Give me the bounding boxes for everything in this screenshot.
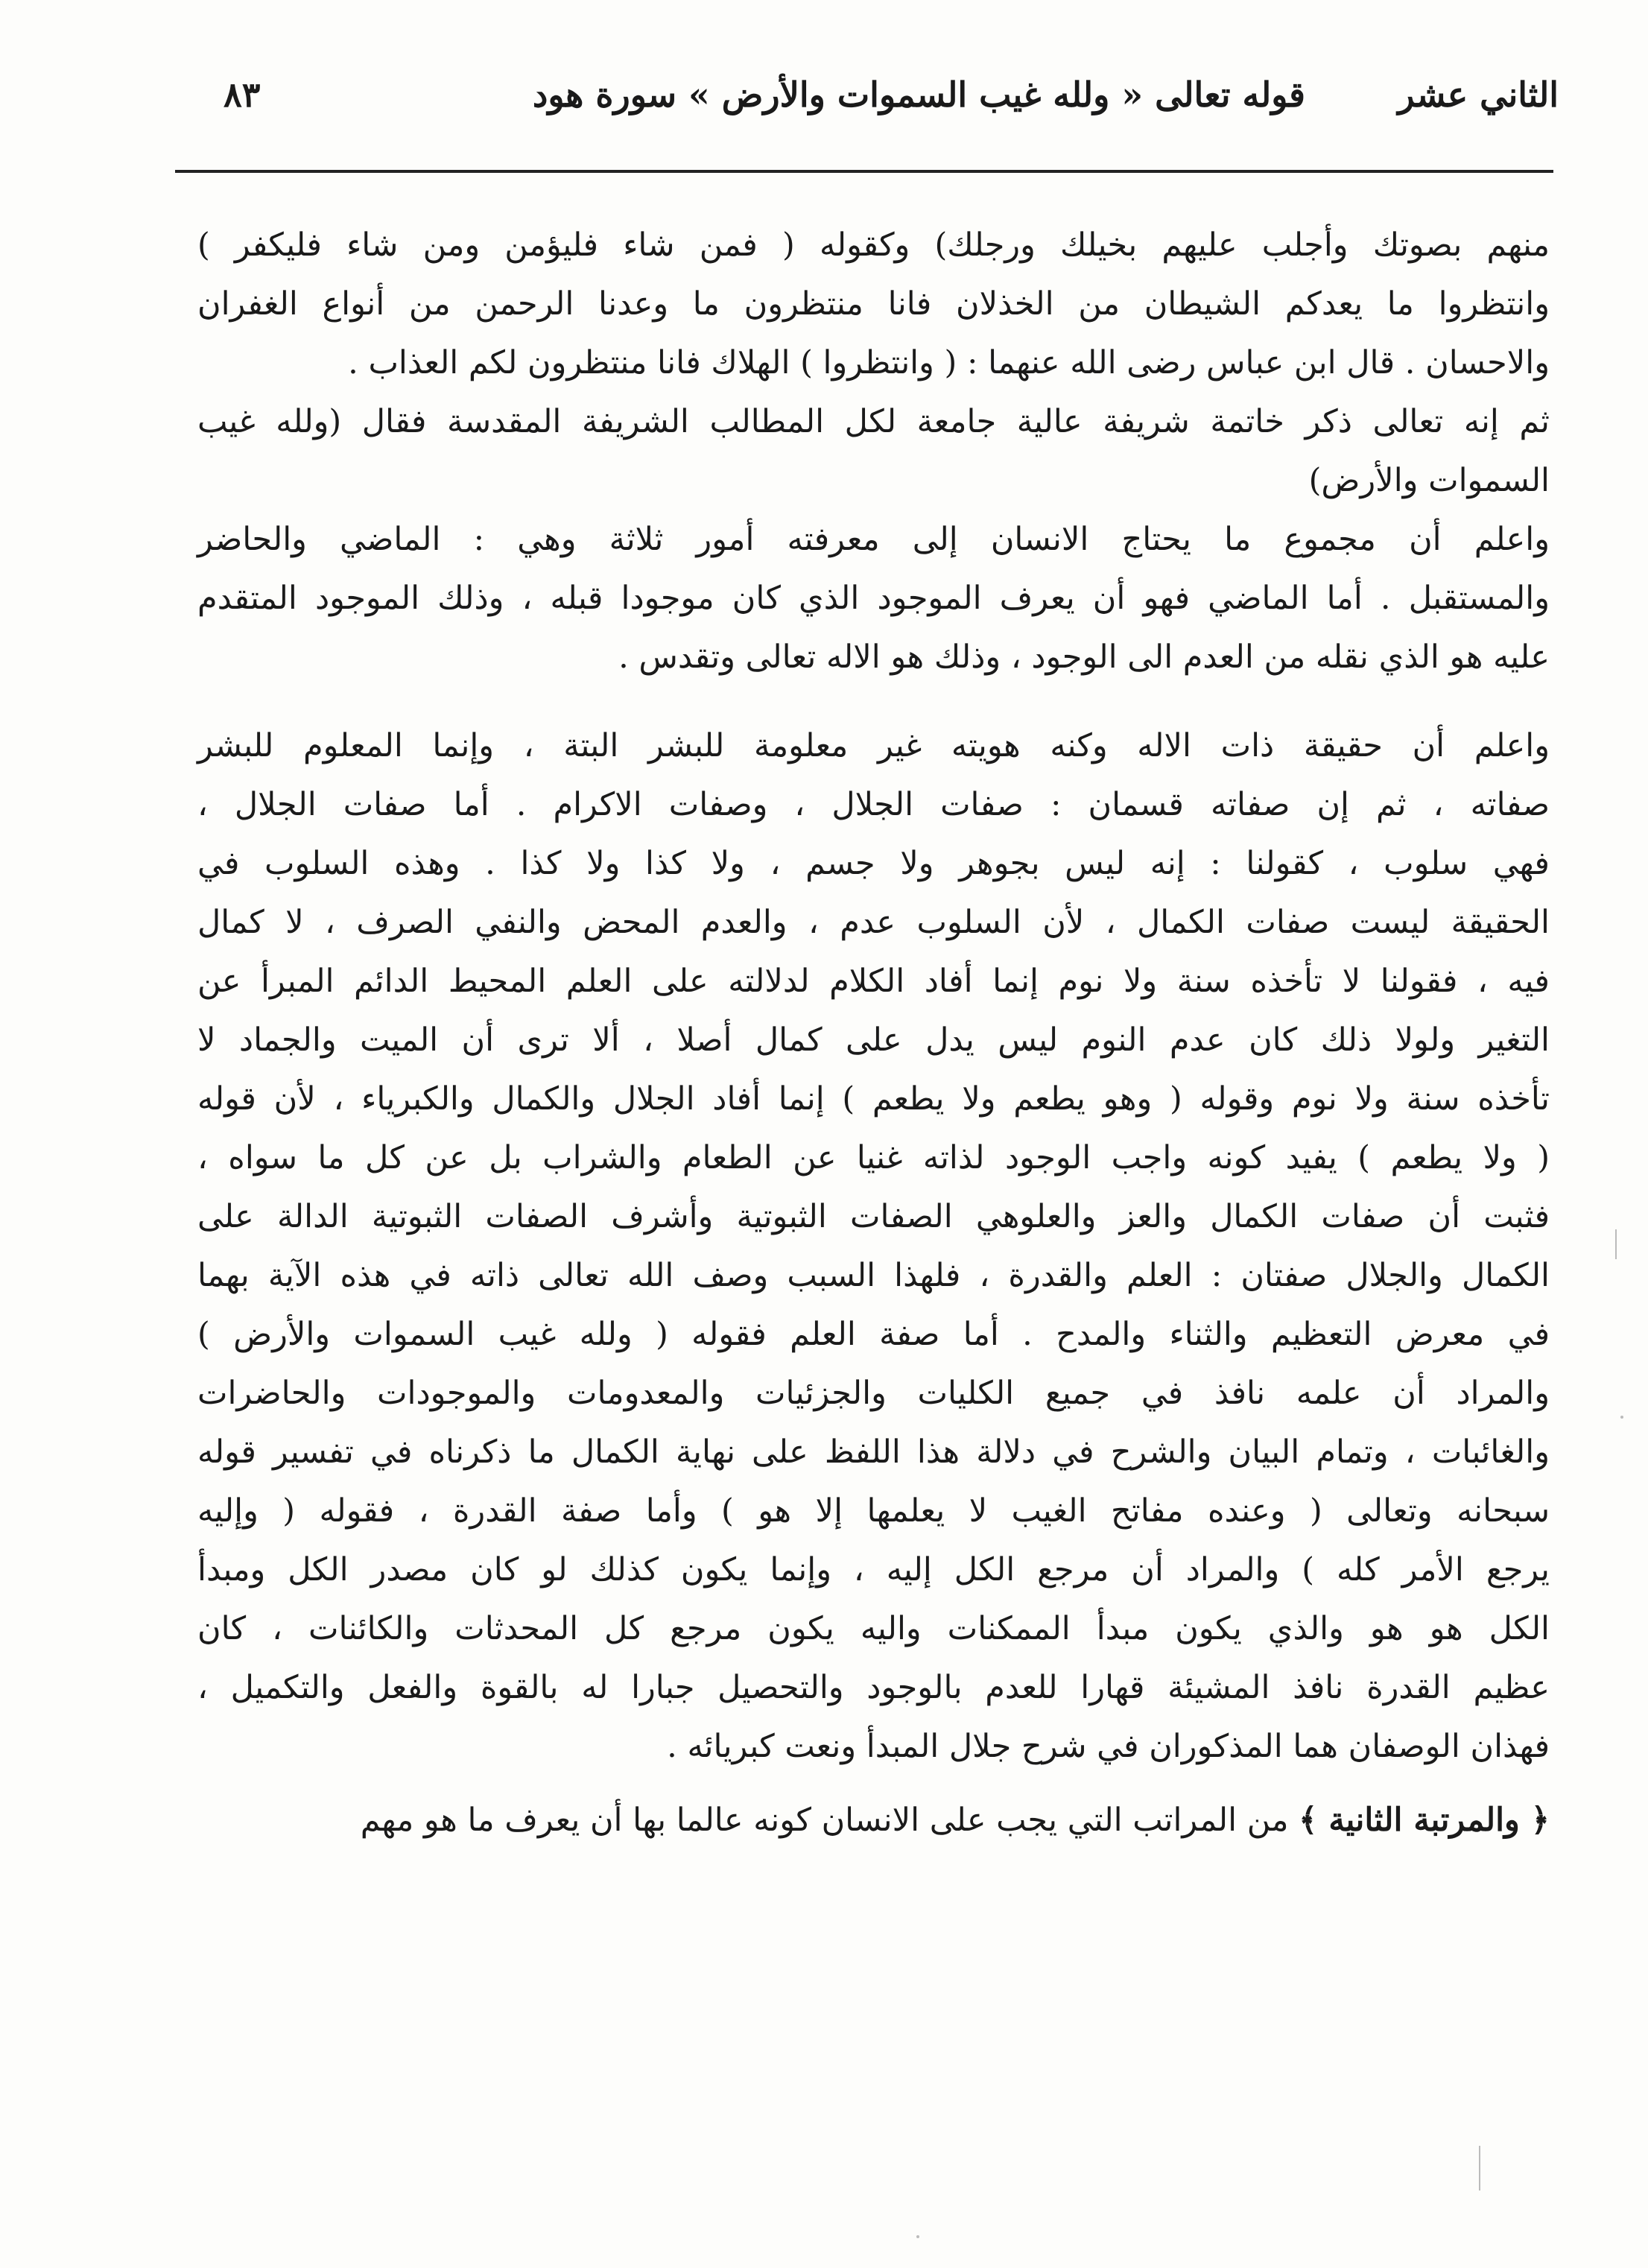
text-line: عظيم القدرة نافذ المشيئة قهارا للعدم بالوجود والتحصيل جبارا له بالقوة والفعل والتكميل ، xyxy=(197,1669,1550,1706)
text-line: الكل هو هو والذي يكون مبدأ الممكنات واليه يكون مرجع كل المحدثات والكائنات ، كان xyxy=(197,1610,1550,1647)
paragraph-4 xyxy=(197,717,1550,1776)
text-line xyxy=(197,1791,1550,1850)
text-line: فثبت أن صفات الكمال والعز والعلوهي الصفات الثبوتية وأشرف الصفات الثبوتية الدالة على xyxy=(197,1198,1550,1235)
paragraph-3 xyxy=(197,510,1550,687)
text-line: فهذان الوصفان هما المذكوران في شرح جلال المبدأ ونعت كبريائه . xyxy=(667,1728,1550,1765)
text-line: سبحانه وتعالى ( وعنده مفاتح الغيب لا يعلمها إلا هو ) وأما صفة القدرة ، فقوله ( وإليه xyxy=(197,1492,1550,1530)
paragraph-2 xyxy=(197,393,1550,510)
paragraph-1 xyxy=(197,216,1550,393)
running-title: قوله تعالى « ولله غيب السموات والأرض » سورة هود xyxy=(532,75,1305,115)
text-line: واعلم أن مجموع ما يحتاج الانسان إلى معرفته أمور ثلاثة وهي : الماضي والحاضر xyxy=(197,521,1550,558)
text-line: ثم إنه تعالى ذكر خاتمة شريفة عالية جامعة لكل المطالب الشريفة المقدسة فقال (ولله غيب xyxy=(197,403,1550,440)
text-line: في معرض التعظيم والثناء والمدح . أما صفة العلم فقوله ( ولله غيب السموات والأرض ) xyxy=(197,1316,1550,1353)
section-heading: ﴿ والمرتبة الثانية ﴾ xyxy=(1299,1802,1550,1839)
part-label: الثاني عشر xyxy=(1398,75,1559,115)
scan-dot xyxy=(1620,1416,1623,1419)
section-text: من المراتب التي يجب على الانسان كونه عالما بها أن يعرف ما هو مهم xyxy=(360,1802,1299,1839)
text-line: تأخذه سنة ولا نوم وقوله ( وهو يطعم ولا يطعم ) إنما أفاد الجلال والكمال والكبرياء ، لأن قوله xyxy=(197,1080,1550,1118)
body-text xyxy=(197,216,1550,1850)
scan-dot xyxy=(916,2235,919,2238)
text-line: والمستقبل . أما الماضي فهو أن يعرف الموجود الذي كان موجودا قبله ، وذلك الموجود المتقدم xyxy=(197,580,1550,617)
text-line: الحقيقة ليست صفات الكمال ، لأن السلوب عدم ، والعدم المحض والنفي الصرف ، لا كمال xyxy=(197,904,1550,941)
page-number: ٨٣ xyxy=(224,75,261,115)
text-line: يرجع الأمر كله ) والمراد أن مرجع الكل إليه ، وإنما يكون كذلك لو كان مصدر الكل ومبدأ xyxy=(197,1551,1550,1588)
text-line: فيه ، فقولنا لا تأخذه سنة ولا نوم إنما أفاد الكلام لدلالته على العلم المحيط الدائم المبرأ عن xyxy=(197,963,1550,1000)
scan-mark xyxy=(1615,1229,1617,1259)
text-line: التغير ولولا ذلك كان عدم النوم ليس يدل على كمال أصلا ، ألا ترى أن الميت والجماد لا xyxy=(197,1021,1550,1059)
text-line: عليه هو الذي نقله من العدم الى الوجود ، وذلك هو الاله تعالى وتقدس . xyxy=(618,639,1550,676)
text-line: واعلم أن حقيقة ذات الاله وكنه هويته غير معلومة للبشر البتة ، وإنما المعلوم للبشر xyxy=(197,727,1550,764)
text-line: ( ولا يطعم ) يفيد كونه واجب الوجود لذاته غنيا عن الطعام والشراب بل عن كل ما سواه ، xyxy=(197,1139,1550,1176)
text-line: والغائبات ، وتمام البيان والشرح في دلالة هذا اللفظ على نهاية الكمال ما ذكرناه في تفسير قوله xyxy=(197,1434,1550,1471)
text-line: صفاته ، ثم إن صفاته قسمان : صفات الجلال ، وصفات الاكرام . أما صفات الجلال ، xyxy=(197,786,1550,823)
text-line: الكمال والجلال صفتان : العلم والقدرة ، فلهذا السبب وصف الله تعالى ذاته في هذه الآية بهما xyxy=(197,1257,1550,1294)
text-line: السموات والأرض) xyxy=(1308,462,1550,499)
text-line: فهي سلوب ، كقولنا : إنه ليس بجوهر ولا جسم ، ولا كذا ولا كذا . وهذه السلوب في xyxy=(197,845,1550,882)
running-head xyxy=(224,75,1559,134)
text-line: والاحسان . قال ابن عباس رضى الله عنهما : ( وانتظروا ) الهلاك فانا منتظرون لكم العذاب . xyxy=(348,344,1550,381)
paragraph-5 xyxy=(197,1791,1550,1850)
scan-mark xyxy=(1479,2146,1480,2191)
text-line: وانتظروا ما يعدكم الشيطان من الخذلان فانا منتظرون ما وعدنا الرحمن من أنواع الغفران xyxy=(197,285,1550,323)
text-line: منهم بصوتك وأجلب عليهم بخيلك ورجلك) وكقوله ( فمن شاء فليؤمن ومن شاء فليكفر ) xyxy=(197,227,1550,264)
header-rule xyxy=(175,170,1553,173)
text-line: والمراد أن علمه نافذ في جميع الكليات والجزئيات والمعدومات والموجودات والحاضرات xyxy=(197,1375,1550,1412)
